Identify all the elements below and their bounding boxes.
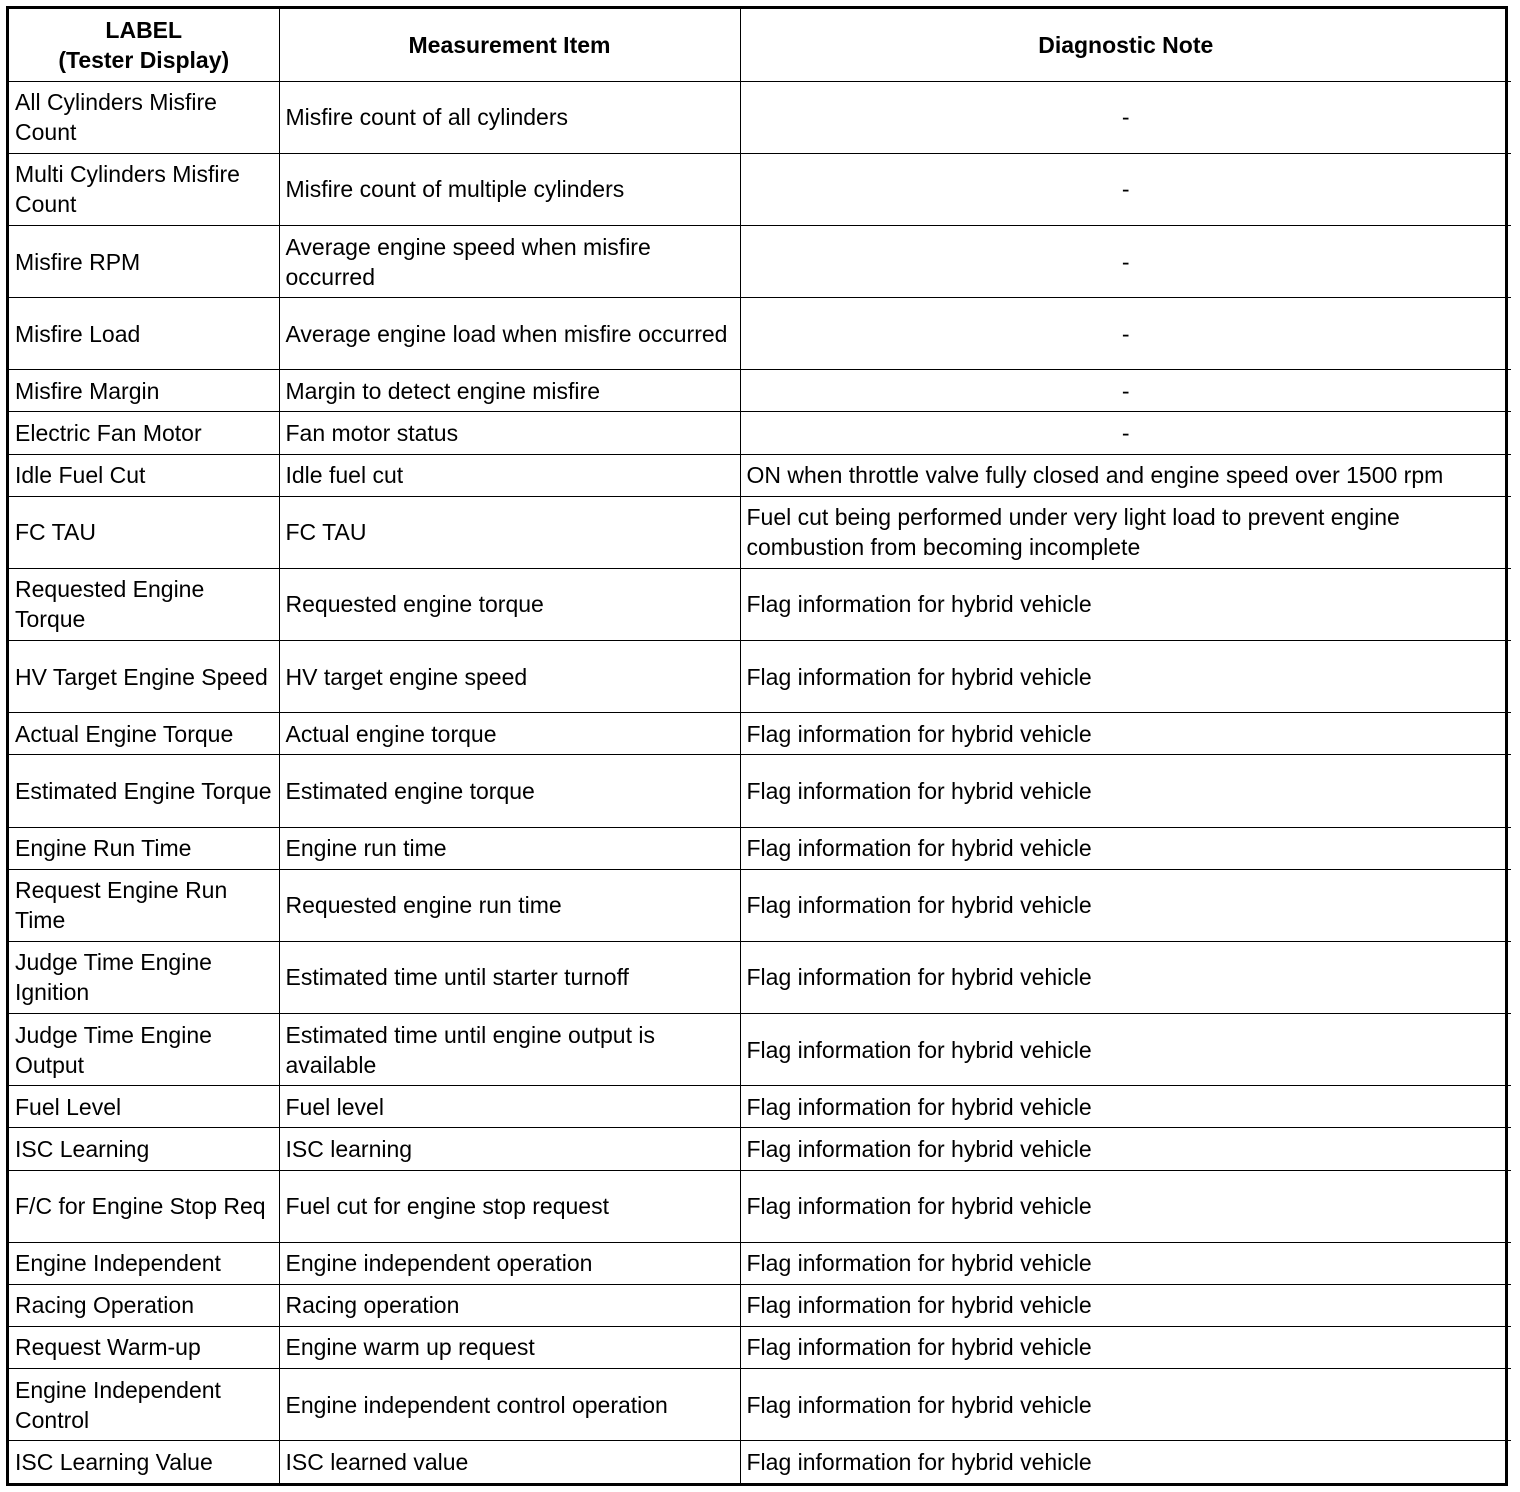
cell-measurement: Fan motor status [279, 412, 740, 454]
cell-label: Engine Independent Control [9, 1369, 279, 1441]
cell-measurement: Average engine speed when misfire occurred [279, 225, 740, 297]
cell-label: Engine Independent [9, 1242, 279, 1284]
cell-measurement: Engine independent control operation [279, 1369, 740, 1441]
cell-label: Racing Operation [9, 1284, 279, 1326]
table-row [9, 869, 1511, 941]
table-row [9, 81, 1511, 153]
cell-measurement: FC TAU [279, 496, 740, 568]
cell-note: Flag information for hybrid vehicle [740, 1128, 1511, 1170]
table-row [9, 298, 1511, 370]
cell-measurement: Requested engine torque [279, 568, 740, 640]
cell-note: Flag information for hybrid vehicle [740, 1369, 1511, 1441]
cell-label: Electric Fan Motor [9, 412, 279, 454]
table-row [9, 713, 1511, 755]
cell-note: - [740, 225, 1511, 297]
cell-label: Misfire RPM [9, 225, 279, 297]
table-row [9, 412, 1511, 454]
table-row [9, 1014, 1511, 1086]
table-row [9, 568, 1511, 640]
cell-measurement: ISC learned value [279, 1441, 740, 1483]
cell-note: Flag information for hybrid vehicle [740, 1170, 1511, 1242]
cell-label: F/C for Engine Stop Req [9, 1170, 279, 1242]
column-header-label-line2: (Tester Display) [58, 46, 230, 73]
cell-measurement: Estimated engine torque [279, 755, 740, 827]
cell-measurement: Engine warm up request [279, 1326, 740, 1368]
cell-measurement: Engine independent operation [279, 1242, 740, 1284]
column-header-label-line1: LABEL [105, 16, 183, 43]
table-row [9, 755, 1511, 827]
cell-label: Requested Engine Torque [9, 568, 279, 640]
cell-label: Judge Time Engine Ignition [9, 941, 279, 1013]
table-row [9, 1284, 1511, 1326]
table-row [9, 454, 1511, 496]
cell-measurement: Requested engine run time [279, 869, 740, 941]
cell-note: Flag information for hybrid vehicle [740, 827, 1511, 869]
column-header-measurement: Measurement Item [279, 9, 740, 81]
cell-measurement: Margin to detect engine misfire [279, 370, 740, 412]
table-row [9, 1326, 1511, 1368]
cell-measurement: Average engine load when misfire occurred [279, 298, 740, 370]
cell-note: Flag information for hybrid vehicle [740, 1242, 1511, 1284]
table-row [9, 370, 1511, 412]
cell-note: Flag information for hybrid vehicle [740, 1284, 1511, 1326]
cell-measurement: Misfire count of all cylinders [279, 81, 740, 153]
table-row [9, 1369, 1511, 1441]
cell-note: Flag information for hybrid vehicle [740, 755, 1511, 827]
data-list-table-frame [6, 6, 1508, 1486]
cell-label: Misfire Margin [9, 370, 279, 412]
cell-measurement: Misfire count of multiple cylinders [279, 153, 740, 225]
cell-label: Actual Engine Torque [9, 713, 279, 755]
cell-note: Flag information for hybrid vehicle [740, 1086, 1511, 1128]
table-row [9, 827, 1511, 869]
table-header-row [9, 9, 1511, 81]
column-header-note: Diagnostic Note [740, 9, 1511, 81]
cell-note: Flag information for hybrid vehicle [740, 1326, 1511, 1368]
cell-label: Multi Cylinders Misfire Count [9, 153, 279, 225]
table-row [9, 496, 1511, 568]
cell-label: ISC Learning Value [9, 1441, 279, 1483]
cell-measurement: Fuel cut for engine stop request [279, 1170, 740, 1242]
cell-note: Flag information for hybrid vehicle [740, 568, 1511, 640]
cell-measurement: Idle fuel cut [279, 454, 740, 496]
cell-label: Estimated Engine Torque [9, 755, 279, 827]
cell-label: Engine Run Time [9, 827, 279, 869]
table-row [9, 1441, 1511, 1483]
cell-note: - [740, 153, 1511, 225]
cell-label: Request Engine Run Time [9, 869, 279, 941]
cell-measurement: Engine run time [279, 827, 740, 869]
table-row [9, 153, 1511, 225]
cell-label: FC TAU [9, 496, 279, 568]
cell-note: - [740, 298, 1511, 370]
table-row [9, 1242, 1511, 1284]
table-row [9, 1170, 1511, 1242]
table-row [9, 941, 1511, 1013]
cell-label: HV Target Engine Speed [9, 641, 279, 713]
cell-label: Fuel Level [9, 1086, 279, 1128]
cell-measurement: Fuel level [279, 1086, 740, 1128]
cell-measurement: Actual engine torque [279, 713, 740, 755]
table-row [9, 641, 1511, 713]
cell-measurement: Estimated time until starter turnoff [279, 941, 740, 1013]
cell-label: Misfire Load [9, 298, 279, 370]
cell-note: Fuel cut being performed under very light load to prevent engine combustion from becoming incomplete [740, 496, 1511, 568]
cell-measurement: HV target engine speed [279, 641, 740, 713]
cell-label: Judge Time Engine Output [9, 1014, 279, 1086]
cell-note: - [740, 370, 1511, 412]
column-header-label [9, 9, 279, 81]
cell-note: Flag information for hybrid vehicle [740, 1014, 1511, 1086]
data-list-table [9, 9, 1511, 1483]
cell-measurement: Racing operation [279, 1284, 740, 1326]
cell-measurement: ISC learning [279, 1128, 740, 1170]
cell-label: Request Warm-up [9, 1326, 279, 1368]
table-row [9, 1086, 1511, 1128]
cell-measurement: Estimated time until engine output is available [279, 1014, 740, 1086]
cell-note: Flag information for hybrid vehicle [740, 713, 1511, 755]
cell-note: - [740, 412, 1511, 454]
cell-note: Flag information for hybrid vehicle [740, 869, 1511, 941]
table-row [9, 225, 1511, 297]
table-row [9, 1128, 1511, 1170]
cell-note: Flag information for hybrid vehicle [740, 941, 1511, 1013]
cell-label: ISC Learning [9, 1128, 279, 1170]
cell-label: All Cylinders Misfire Count [9, 81, 279, 153]
cell-note: ON when throttle valve fully closed and engine speed over 1500 rpm [740, 454, 1511, 496]
cell-note: Flag information for hybrid vehicle [740, 641, 1511, 713]
cell-label: Idle Fuel Cut [9, 454, 279, 496]
cell-note: - [740, 81, 1511, 153]
cell-note: Flag information for hybrid vehicle [740, 1441, 1511, 1483]
